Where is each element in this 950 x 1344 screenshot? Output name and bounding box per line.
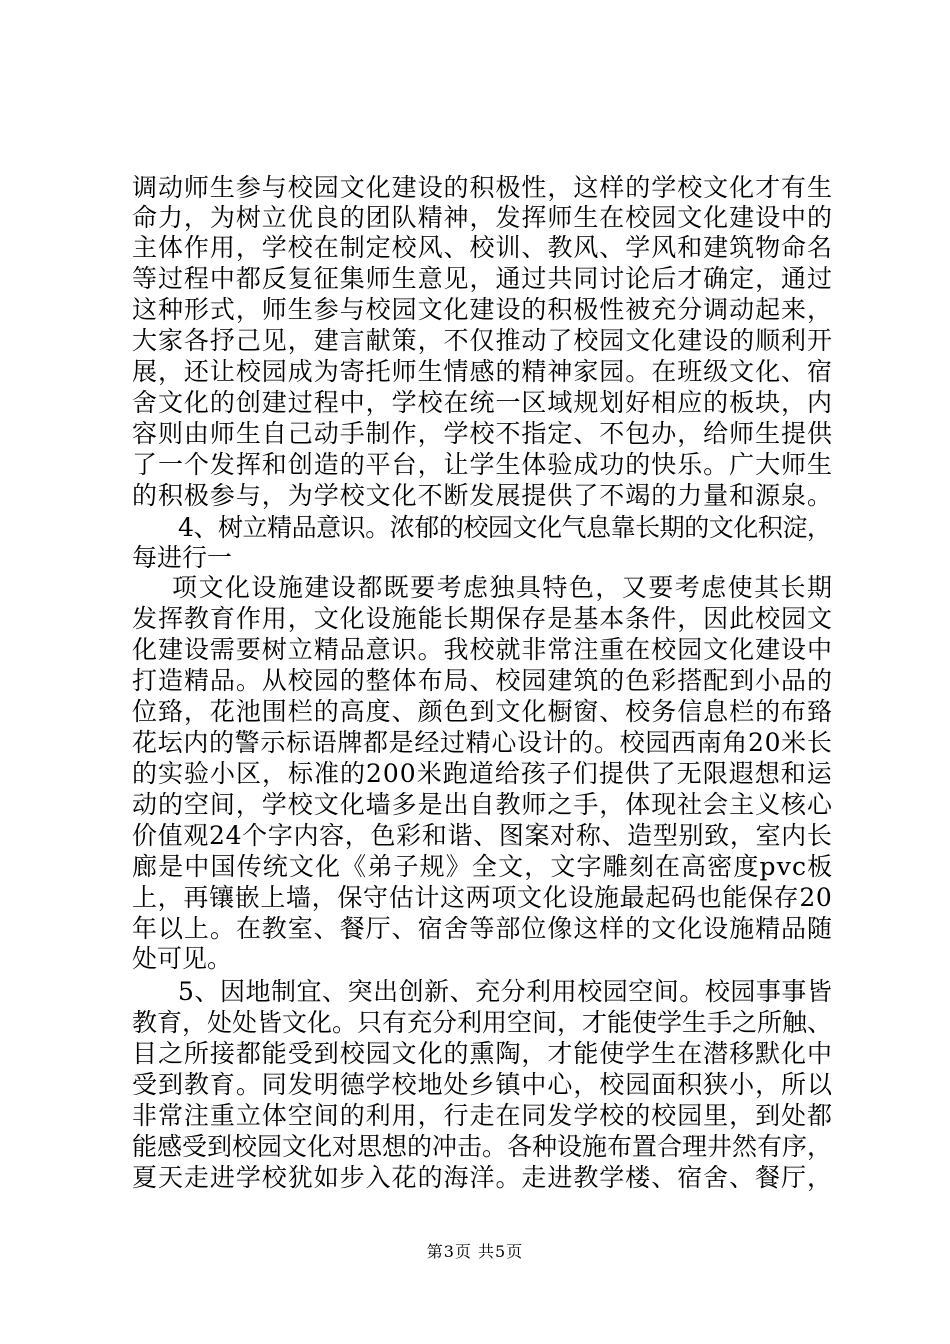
text-line: 化建设需要树立精品意识。我校就非常注重在校园文化建设中 (132, 635, 833, 664)
text-line: 的实验小区，标准的200米跑道给孩子们提供了无限遐想和运 (132, 759, 833, 788)
text-line: 了一个发挥和创造的平台，让学生体验成功的快乐。广大师生 (132, 450, 833, 479)
text-line: 教育，处处皆文化。只有充分利用空间，才能使学生手之所触、 (132, 1008, 833, 1037)
text-line: 花坛内的警示标语牌都是经过精心设计的。校园西南角20米长 (132, 728, 833, 757)
text-line: 5、因地制宜、突出创新、充分利用校园空间。校园事事皆 (178, 977, 833, 1006)
text-line: 位臵，花池围栏的高度、颜色到文化橱窗、校务信息栏的布臵 (132, 697, 833, 726)
text-line: 舍文化的创建过程中，学校在统一区域规划好相应的板块，内 (132, 388, 833, 417)
text-line: 的积极参与，为学校文化不断发展提供了不竭的力量和源泉。 (132, 481, 833, 510)
text-line: 处可见。 (132, 944, 233, 973)
text-line: 受到教育。同发明德学校地处乡镇中心，校园面积狭小，所以 (132, 1070, 833, 1099)
text-line: 等过程中都反复征集师生意见，通过共同讨论后才确定，通过 (132, 264, 833, 293)
text-line: 展，还让校园成为寄托师生情感的精神家园。在班级文化、宿 (132, 357, 833, 386)
text-line: 非常注重立体空间的利用，行走在同发学校的校园里，到处都 (132, 1101, 833, 1130)
text-line: 4、树立精品意识。浓郁的校园文化气息靠长期的文化积淀， (178, 513, 832, 542)
text-line: 主体作用，学校在制定校风、校训、教风、学风和建筑物命名 (132, 233, 833, 262)
text-line: 调动师生参与校园文化建设的积极性，这样的学校文化才有生 (132, 173, 833, 202)
text-line: 每进行一 (132, 543, 233, 572)
text-line: 动的空间，学校文化墙多是出自教师之手，体现社会主义核心 (132, 790, 833, 819)
page-footer: 第3页 共5页 (426, 1242, 524, 1261)
text-line: 这种形式，师生参与校园文化建设的积极性被充分调动起来， (132, 295, 833, 324)
text-line: 命力，为树立优良的团队精神，发挥师生在校园文化建设中的 (132, 203, 833, 232)
text-line: 廊是中国传统文化《弟子规》全文，文字雕刻在高密度pvc板 (132, 852, 834, 881)
text-line: 上，再镶嵌上墙，保守估计这两项文化设施最起码也能保存20 (132, 883, 833, 912)
text-line: 打造精品。从校园的整体布局、校园建筑的色彩搭配到小品的 (132, 666, 833, 695)
text-line: 目之所接都能受到校园文化的熏陶，才能使学生在潜移默化中 (132, 1039, 833, 1068)
text-line: 价值观24个字内容，色彩和谐、图案对称、造型别致，室内长 (132, 821, 833, 850)
text-line: 发挥教育作用，文化设施能长期保存是基本条件，因此校园文 (132, 604, 833, 633)
text-line: 夏天走进学校犹如步入花的海洋。走进教学楼、宿舍、餐厅， (132, 1163, 833, 1192)
text-line: 大家各抒己见，建言献策，不仅推动了校园文化建设的顺利开 (132, 326, 833, 355)
text-line: 容则由师生自己动手制作，学校不指定、不包办，给师生提供 (132, 419, 833, 448)
text-line: 项文化设施建设都既要考虑独具特色，又要考虑使其长期 (172, 573, 834, 602)
text-line: 能感受到校园文化对思想的冲击。各种设施布置合理井然有序， (132, 1132, 833, 1161)
text-line: 年以上。在教室、餐厅、宿舍等部位像这样的文化设施精品随 (132, 914, 833, 943)
